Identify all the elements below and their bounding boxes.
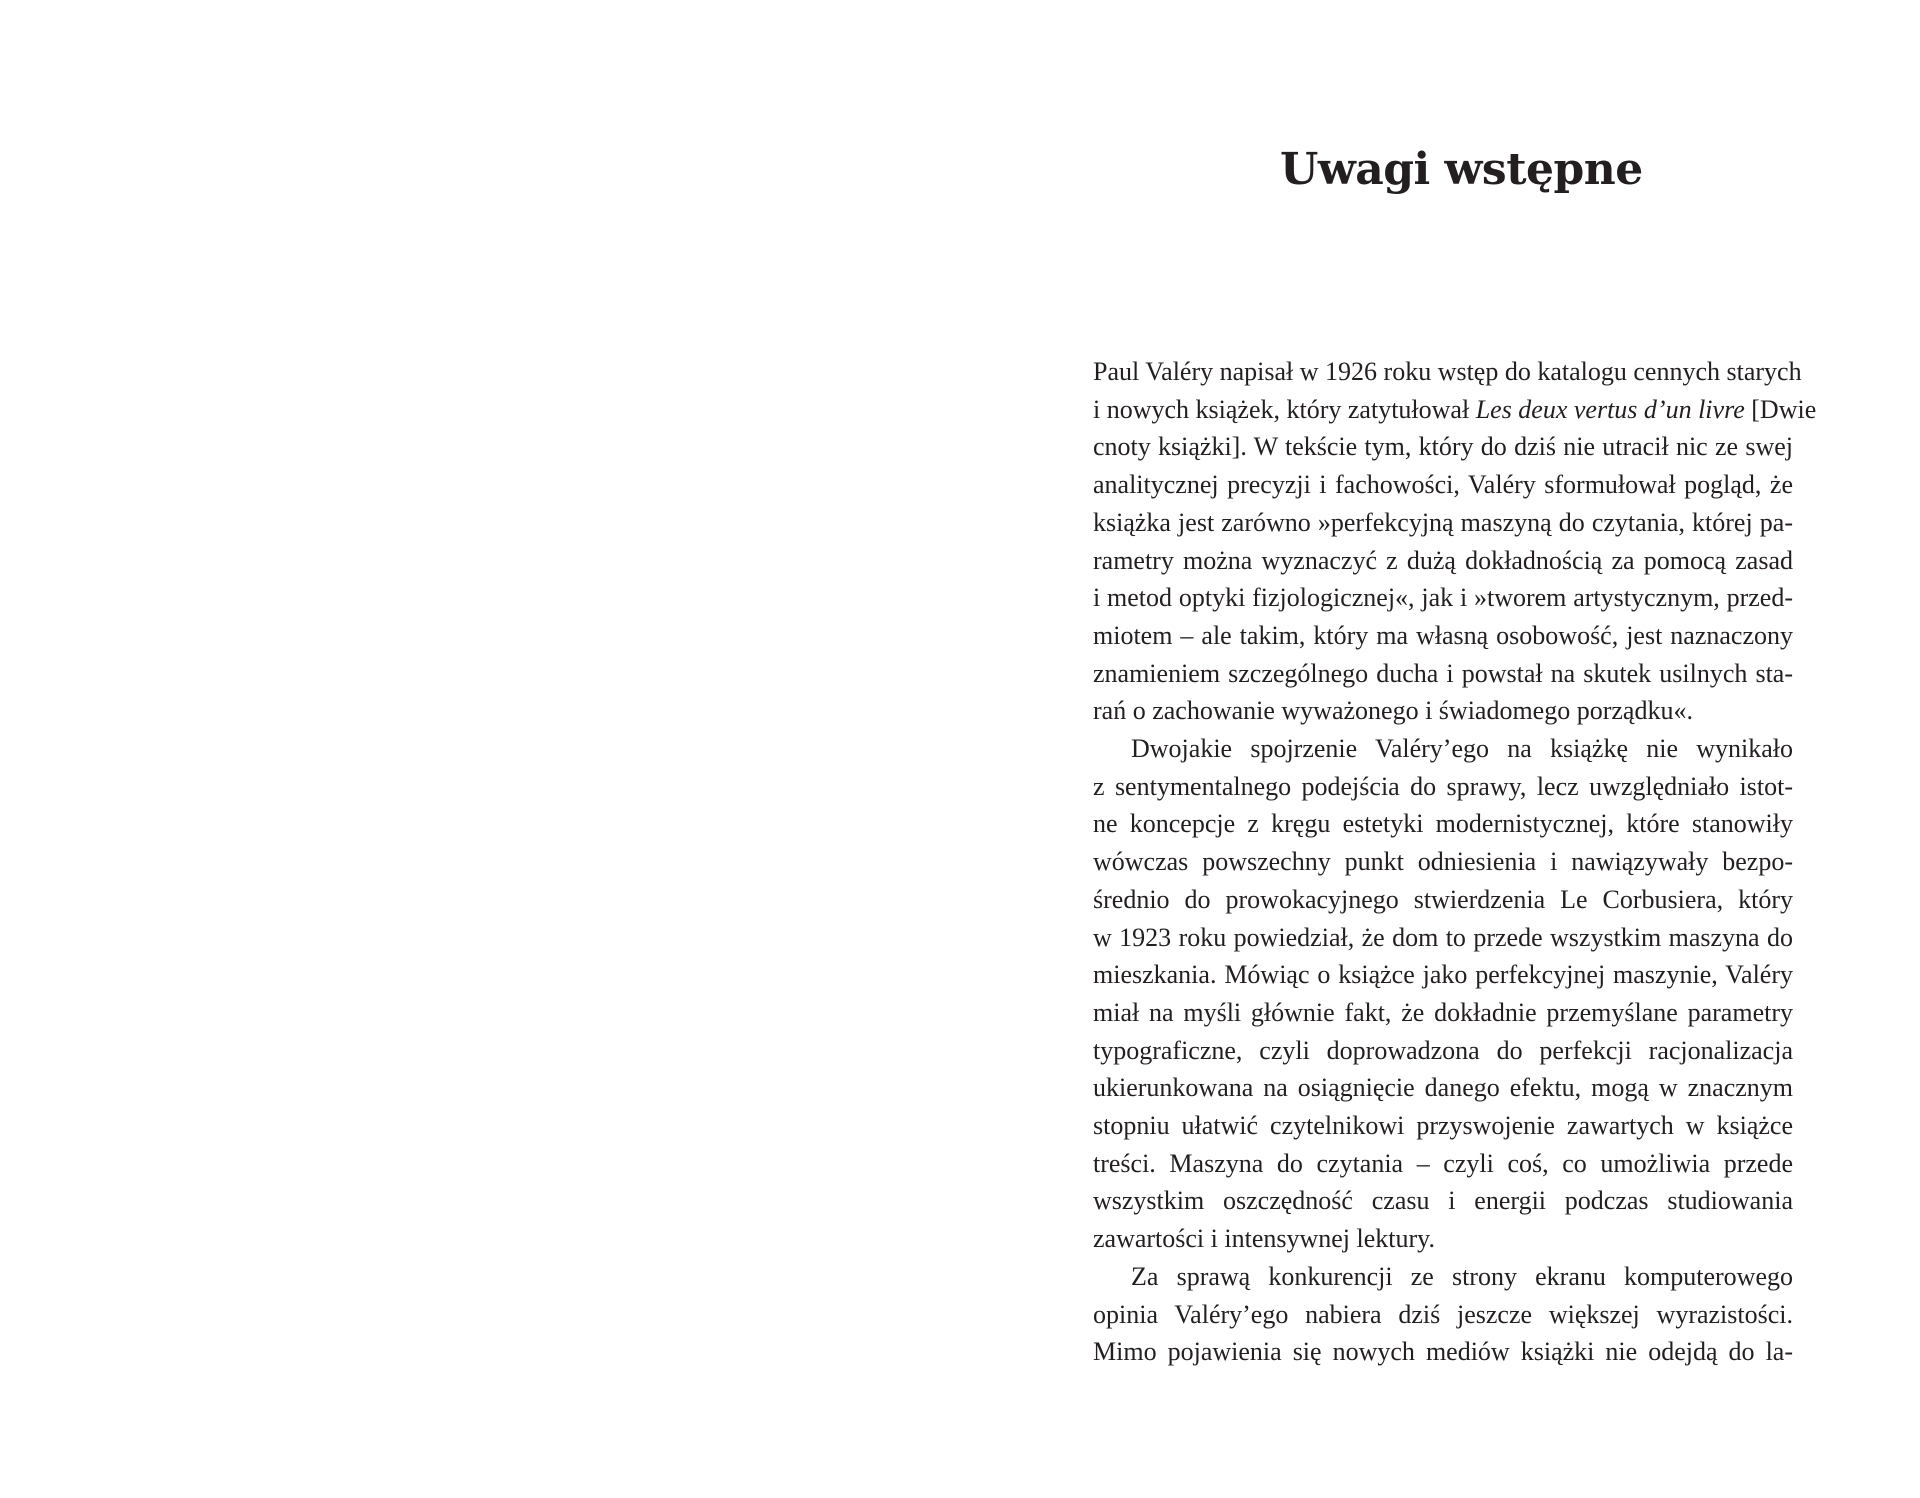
text-line: [1093, 881, 1793, 919]
text-line: [1093, 617, 1793, 655]
text-line: [1093, 919, 1793, 957]
text-segment: w 1923 roku powiedział, że dom to przede wszystkim maszyna do: [1093, 922, 1793, 952]
paragraph: [1093, 353, 1817, 730]
text-segment: książka jest zarówno »perfekcyjną maszyną do czytania, której pa-: [1093, 507, 1793, 537]
text-segment: z sentymentalnego podejścia do sprawy, lecz uwzględniało istot-: [1093, 771, 1793, 801]
text-segment: rań o zachowanie wyważonego i świadomego porządku«.: [1093, 696, 1693, 726]
text-line: [1093, 805, 1793, 843]
text-segment: stopniu ułatwić czytelnikowi przyswojenie zawartych w książce: [1093, 1111, 1793, 1141]
text-line: [1093, 542, 1793, 580]
text-line: [1093, 956, 1793, 994]
text-segment: miał na myśli głównie fakt, że dokładnie przemyślane parametry: [1093, 997, 1793, 1027]
text-line: [1093, 391, 1817, 429]
text-segment: średnio do prowokacyjnego stwierdzenia Le Corbusiera, który: [1093, 884, 1793, 914]
text-line: [1093, 428, 1793, 466]
text-line: [1093, 768, 1793, 806]
paragraph: [1093, 730, 1793, 1258]
text-line: [1093, 1220, 1793, 1258]
text-segment: i metod optyki fizjologicznej«, jak i »tworem artystycznym, przed-: [1093, 583, 1793, 613]
text-line: [1093, 1296, 1793, 1334]
text-line: [1093, 1107, 1793, 1145]
text-line: [1093, 1182, 1793, 1220]
text-segment: [Dwie: [1744, 394, 1817, 424]
text-segment: Mimo pojawienia się nowych mediów książki nie odejdą do la-: [1093, 1337, 1793, 1367]
text-line: [1093, 1032, 1793, 1070]
text-segment: ukierunkowana na osiągnięcie danego efektu, mogą w znacznym: [1093, 1073, 1793, 1103]
italic-book-title: Les deux vertus d’un livre: [1475, 394, 1745, 424]
text-segment: Paul Valéry napisał w 1926 roku wstęp do katalogu cennych starych: [1093, 357, 1802, 386]
text-line: [1093, 579, 1793, 617]
text-line: [1093, 1145, 1793, 1183]
text-segment: typograficzne, czyli doprowadzona do perfekcji racjonalizacja: [1093, 1035, 1793, 1065]
text-line: [1093, 353, 1802, 391]
text-line: [1093, 504, 1793, 542]
text-segment: i nowych książek, który zatytułował: [1093, 394, 1476, 424]
chapter-title: Uwagi wstępne: [1280, 144, 1643, 195]
text-line: [1093, 1258, 1793, 1296]
text-segment: ne koncepcje z kręgu estetyki modernistycznej, które stanowiły: [1093, 809, 1793, 839]
text-line: [1093, 655, 1793, 693]
text-line: [1093, 994, 1793, 1032]
text-segment: wszystkim oszczędność czasu i energii podczas studiowania: [1093, 1186, 1793, 1216]
text-line: [1093, 692, 1793, 730]
body-text: [1093, 353, 1817, 1371]
text-line: [1093, 843, 1793, 881]
text-line: [1093, 1069, 1793, 1107]
text-segment: mieszkania. Mówiąc o książce jako perfekcyjnej maszynie, Valéry: [1093, 960, 1793, 990]
text-segment: cnoty książki]. W tekście tym, który do dziś nie utracił nic ze swej: [1093, 432, 1793, 462]
paragraph: [1093, 1258, 1793, 1371]
text-line: [1093, 466, 1793, 504]
text-segment: zawartości i intensywnej lektury.: [1093, 1224, 1435, 1254]
text-segment: treści. Maszyna do czytania – czyli coś, co umożliwia przede: [1093, 1148, 1793, 1178]
text-segment: rametry można wyznaczyć z dużą dokładnością za pomocą zasad: [1093, 545, 1793, 575]
text-line: [1093, 1333, 1793, 1371]
text-segment: miotem – ale takim, który ma własną osobowość, jest naznaczony: [1093, 620, 1793, 650]
text-segment: Za sprawą konkurencji ze strony ekranu komputerowego: [1131, 1261, 1793, 1291]
text-segment: analitycznej precyzji i fachowości, Valéry sformułował pogląd, że: [1093, 470, 1793, 500]
text-segment: wówczas powszechny punkt odniesienia i nawiązywały bezpo-: [1093, 847, 1793, 877]
text-segment: opinia Valéry’ego nabiera dziś jeszcze większej wyrazistości.: [1093, 1299, 1793, 1329]
text-line: [1093, 730, 1793, 768]
text-segment: Dwojakie spojrzenie Valéry’ego na książkę nie wynikało: [1131, 734, 1793, 764]
text-segment: znamieniem szczególnego ducha i powstał na skutek usilnych sta-: [1093, 658, 1793, 688]
